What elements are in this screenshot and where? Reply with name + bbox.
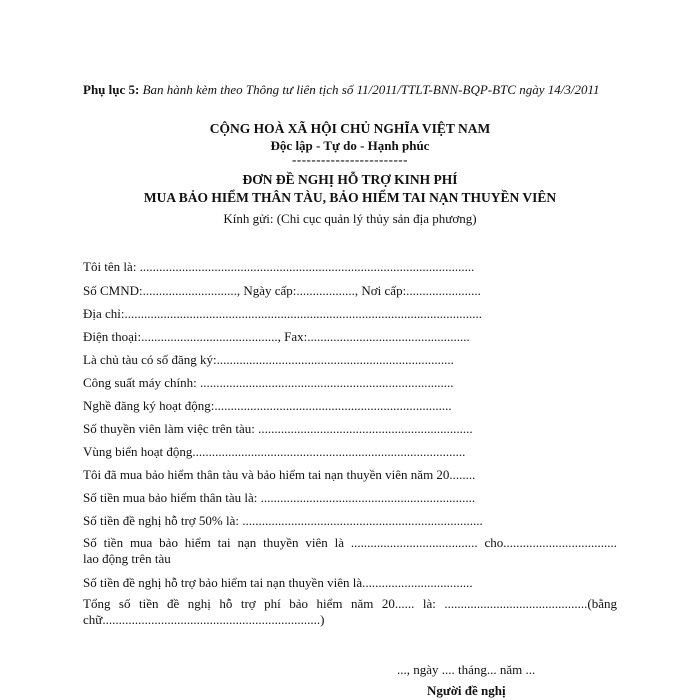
- signer-label: Người đề nghị: [427, 683, 506, 698]
- field-phone-fax: Điện thoại:.........................................., Fax:..................................................: [83, 329, 470, 344]
- separator: ------------------------: [292, 152, 408, 167]
- national-title: CỘNG HOÀ XÃ HỘI CHỦ NGHĨA VIỆT NAM: [209, 121, 491, 136]
- field-name: Tôi tên là: .......................................................................................................: [83, 259, 475, 274]
- field-hull-amount: Số tiền mua bảo hiểm thân tàu là: ..................................................................: [83, 490, 476, 505]
- field-registration: Là chủ tàu có số đăng ký:.........................................................................: [83, 352, 454, 367]
- field-engine-power: Công suất máy chính: ..............................................................................: [83, 375, 454, 390]
- appendix-label: Phụ lục 5:: [83, 82, 140, 97]
- appendix-text: Ban hành kèm theo Thông tư liên tịch số 11/2011/TTLT-BNN-BQP-BTC ngày 14/3/2011: [142, 82, 600, 97]
- appendix-note: [83, 82, 617, 98]
- date-line: ..., ngày .... tháng... năm ...: [397, 662, 536, 677]
- motto: Độc lập - Tự do - Hạnh phúc: [270, 138, 430, 153]
- recipient-line: Kính gửi: (Chi cục quản lý thủy sản địa phương): [223, 211, 477, 226]
- field-sea-area: Vùng biển hoạt động....................................................................................: [83, 444, 466, 459]
- form-title-line1: ĐƠN ĐỀ NGHỊ HỖ TRỢ KINH PHÍ: [242, 172, 458, 187]
- field-crew-count: Số thuyền viên làm việc trên tàu: ..................................................................: [83, 421, 473, 436]
- field-total: Tổng số tiền đề nghị hỗ trợ phí bảo hiểm năm 20...... là: ............................................(bằng: [83, 596, 617, 611]
- field-total-cont: chữ...................................................................): [83, 612, 325, 627]
- field-accident-support: Số tiền đề nghị hỗ trợ bảo hiểm tai nạn thuyền viên là..................................: [83, 575, 473, 590]
- field-accident-amount-cont: lao động trên tàu: [83, 551, 171, 566]
- form-title-line2: MUA BẢO HIỂM THÂN TÀU, BẢO HIỂM TAI NẠN THUYỀN VIÊN: [143, 190, 557, 205]
- field-address: Địa chỉ:..............................................................................................................: [83, 306, 483, 321]
- field-id-card: Số CMND:............................., Ngày cấp:.................., Nơi cấp:.......................: [83, 283, 481, 298]
- field-hull-support: Số tiền đề nghị hỗ trợ 50% là: ..........................................................................: [83, 513, 483, 528]
- field-insured-year: Tôi đã mua bảo hiểm thân tàu và bảo hiểm tai nạn thuyền viên năm 20........: [83, 467, 476, 482]
- field-fishing-type: Nghề đăng ký hoạt động:.........................................................................: [83, 398, 452, 413]
- field-accident-amount: Số tiền mua bảo hiểm tai nạn thuyền viên là ....................................... cho...................................: [83, 535, 617, 550]
